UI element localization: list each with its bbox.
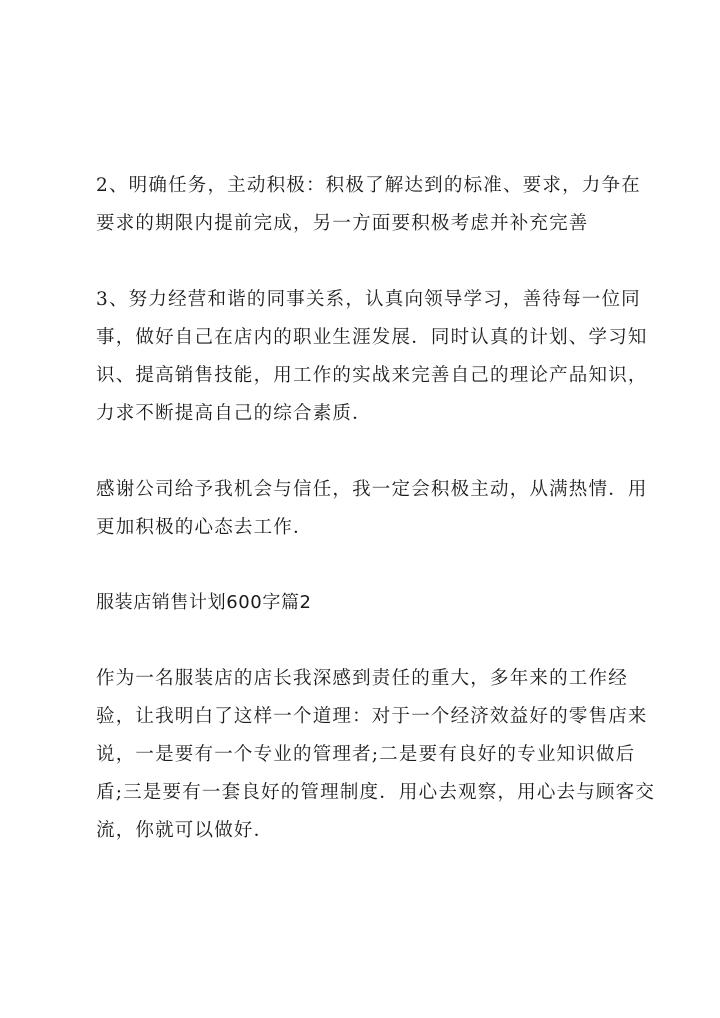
paragraph-store-manager: 作为一名服装店的店长我深感到责任的重大，多年来的工作经验，让我明白了这样一个道理：对于一个经济效益好的零售店来说，一是要有一个专业的管理者;二是要有良好的专业知识做后盾;三是要有一套良好的管理制度．用心去观察，用心去与顾客交流，你就可以做好． — [96, 668, 656, 841]
paragraph-gratitude: 感谢公司给予我机会与信任，我一定会积极主动，从满热情．用更加积极的心态去工作． — [96, 479, 648, 538]
paragraph-task-clarity: 2、明确任务，主动积极：积极了解达到的标准、要求，力争在要求的期限内提前完成，另一方面要积极考虑并补充完善 — [96, 175, 641, 234]
paragraph-colleague-relations: 3、努力经营和谐的同事关系，认真向领导学习，善待每一位同事，做好自己在店内的职业生涯发展．同时认真的计划、学习知识、提高销售技能，用工作的实战来完善自己的理论产品知识，力求不断提高自己的综合素质． — [96, 289, 648, 424]
section-heading: 服装店销售计划600字篇2 — [96, 592, 312, 613]
